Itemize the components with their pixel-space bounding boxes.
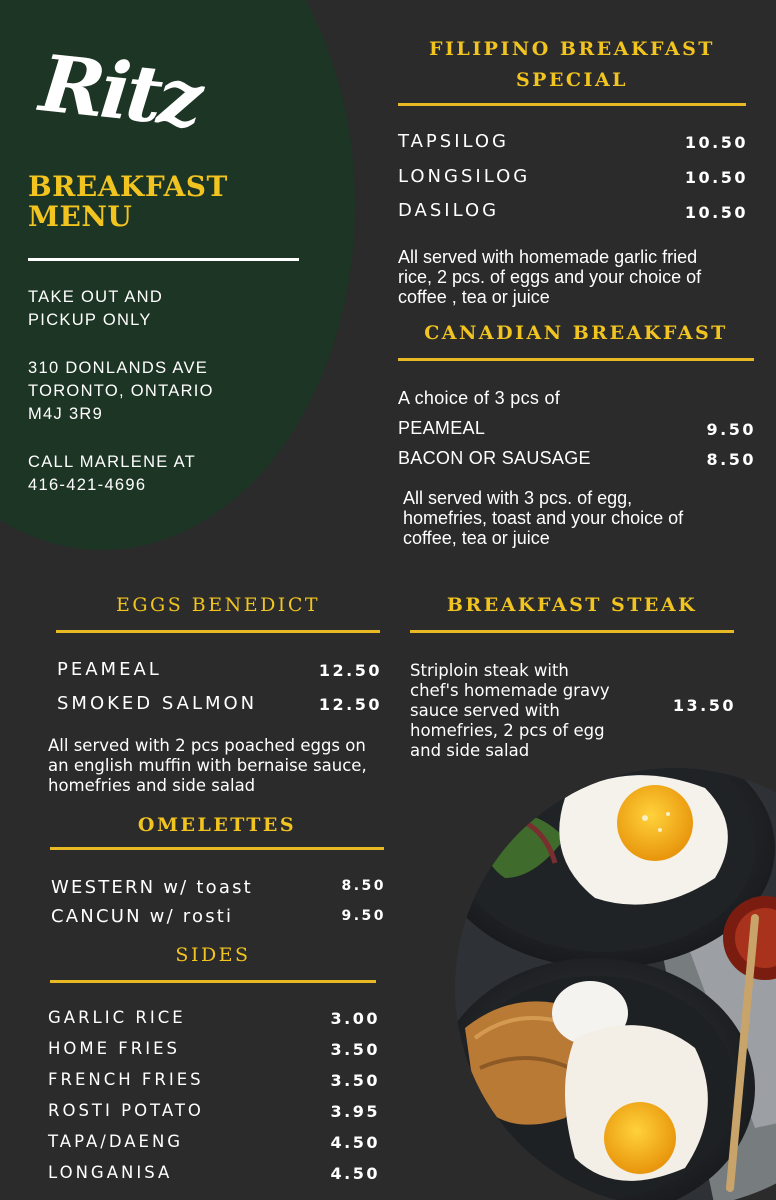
menu-item-price: 8.50 (341, 878, 386, 894)
menu-item-price: 4.50 (330, 1133, 380, 1152)
menu-item-price: 3.50 (330, 1071, 380, 1090)
menu-item-price: 4.50 (330, 1164, 380, 1183)
menu-item-price: 10.50 (684, 133, 748, 152)
sides-section-title: SIDES (175, 944, 251, 966)
benedict-section-title: EGGS BENEDICT (115, 594, 321, 616)
benedict-desc-line2: an english muffin with bernaise sauce, (48, 756, 367, 775)
menu-item-name: PEAMEAL (398, 418, 486, 438)
benedict-desc-line1: All served with 2 pcs poached eggs on (48, 736, 366, 755)
canadian-intro: A choice of 3 pcs of (398, 388, 561, 408)
steak-desc-line3: sauce served with (410, 701, 560, 720)
address-line1: 310 DONLANDS AVE (28, 359, 209, 377)
steak-description (410, 661, 660, 761)
call-line1: CALL MARLENE AT (28, 453, 197, 471)
takeout-line2: PICKUP ONLY (28, 311, 152, 329)
filipino-title-line2: SPECIAL (515, 69, 629, 91)
filipino-desc-line3: coffee , tea or juice (398, 287, 550, 307)
filipino-section-title (398, 34, 746, 96)
menu-item-name: CANCUN w/ rosti (51, 906, 234, 927)
menu-item-name: PEAMEAL (57, 659, 162, 680)
menu-item-name: FRENCH FRIES (48, 1070, 204, 1089)
menu-item-name: GARLIC RICE (48, 1008, 186, 1027)
address-line2: TORONTO, ONTARIO (28, 382, 214, 400)
contact (28, 451, 196, 497)
menu-item-name: WESTERN w/ toast (51, 877, 253, 898)
menu-item-name: TAPSILOG (398, 131, 510, 152)
filipino-divider (398, 103, 746, 106)
takeout-line1: TAKE OUT AND (28, 288, 164, 306)
ritz-logo (36, 38, 236, 148)
filipino-desc-line2: rice, 2 pcs. of eggs and your choice of (398, 267, 702, 287)
menu-item-price: 12.50 (318, 695, 382, 714)
takeout-note (28, 286, 163, 332)
title-divider (28, 258, 299, 261)
omelettes-divider (50, 847, 384, 850)
address-line3: M4J 3R9 (28, 405, 104, 423)
menu-item-price: 3.95 (330, 1102, 380, 1121)
phone-number: 416-421-4696 (28, 476, 147, 494)
menu-item-name: SMOKED SALMON (57, 693, 258, 714)
steak-desc-line5: and side salad (410, 741, 530, 760)
address (28, 357, 214, 426)
menu-item-name: ROSTI POTATO (48, 1101, 204, 1120)
omelettes-section-title: OMELETTES (137, 814, 297, 836)
filipino-desc-line1: All served with homemade garlic fried (398, 247, 698, 267)
menu-item-price: 9.50 (706, 420, 756, 439)
filipino-description (398, 247, 758, 307)
food-photo (455, 768, 776, 1200)
steak-desc-line2: chef's homemade gravy (410, 681, 610, 700)
menu-item-name: DASILOG (398, 200, 500, 221)
food-illustration (455, 768, 776, 1200)
steak-price: 13.50 (672, 696, 736, 715)
steak-desc-line1: Striploin steak with (410, 661, 569, 680)
canadian-desc-line3: coffee, tea or juice (403, 528, 550, 548)
canadian-divider (398, 358, 754, 361)
steak-section-title: BREAKFAST STEAK (446, 594, 698, 616)
menu-item-name: LONGANISA (48, 1163, 173, 1182)
menu-item-price: 8.50 (706, 450, 756, 469)
benedict-divider (56, 630, 380, 633)
menu-item-name: LONGSILOG (398, 166, 531, 187)
benedict-description (48, 736, 398, 796)
menu-item-name: BACON OR SAUSAGE (398, 448, 591, 468)
menu-title (28, 172, 228, 232)
canadian-desc-line2: homefries, toast and your choice of (403, 508, 684, 528)
menu-item-name: TAPA/DAENG (48, 1132, 184, 1151)
benedict-desc-line3: homefries and side salad (48, 776, 256, 795)
filipino-title-line1: FILIPINO BREAKFAST (429, 38, 715, 60)
sides-divider (50, 980, 376, 983)
logo-text: Ritz (36, 38, 204, 146)
menu-item-price: 12.50 (318, 661, 382, 680)
menu-item-price: 9.50 (341, 908, 386, 924)
menu-item-price: 3.00 (330, 1009, 380, 1028)
steak-divider (410, 630, 734, 633)
canadian-description (403, 488, 763, 548)
menu-item-price: 3.50 (330, 1040, 380, 1059)
menu-item-price: 10.50 (684, 168, 748, 187)
menu-title-line2: MENU (28, 200, 133, 233)
canadian-desc-line1: All served with 3 pcs. of egg, (403, 488, 633, 508)
canadian-section-title: CANADIAN BREAKFAST (424, 322, 728, 344)
steak-desc-line4: homefries, 2 pcs of egg (410, 721, 605, 740)
menu-item-name: HOME FRIES (48, 1039, 181, 1058)
menu-item-price: 10.50 (684, 203, 748, 222)
menu-title-line1: BREAKFAST (28, 170, 228, 203)
